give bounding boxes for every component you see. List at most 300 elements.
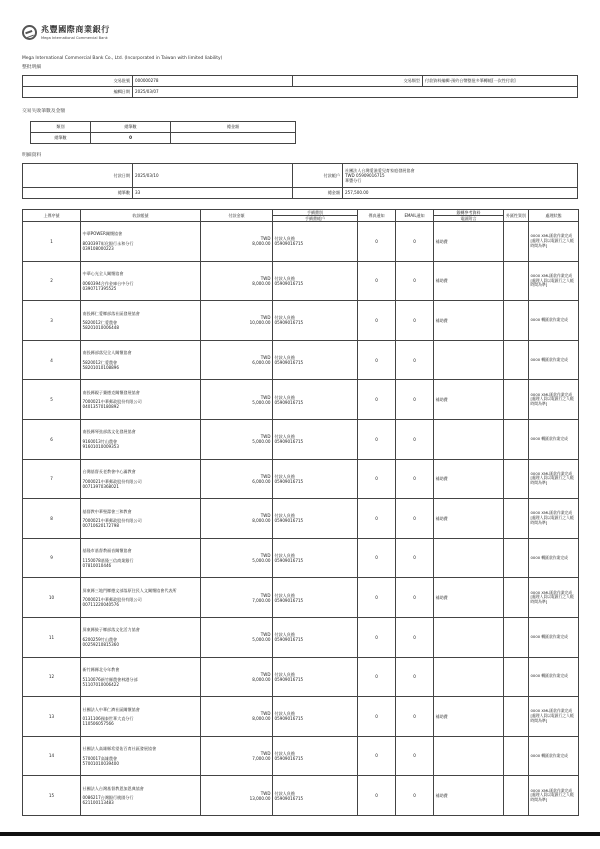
row-amount-value: 6,000.00 bbox=[252, 360, 271, 366]
col-email: EMAIL通知 bbox=[396, 210, 434, 222]
payee-bank: 0060394合作金庫台中分行 bbox=[82, 280, 134, 286]
row-currency: TWD bbox=[260, 552, 271, 558]
row-email-notify: 0 bbox=[396, 538, 434, 578]
row-fx-code bbox=[504, 340, 529, 380]
row-seq: 15 bbox=[23, 776, 81, 816]
total-amount-label: 總金額 bbox=[293, 188, 343, 199]
row-seq: 7 bbox=[23, 459, 81, 499]
row-status: 0000 轉匯款作業完成 bbox=[529, 340, 579, 380]
row-memo bbox=[434, 340, 504, 380]
payee-bank: 7000021中華郵政股份有限公司 bbox=[82, 399, 142, 405]
row-amount bbox=[201, 419, 273, 459]
row-fx-code bbox=[504, 301, 529, 341]
row-payee bbox=[81, 617, 201, 657]
summary-col-item: 類別 bbox=[31, 122, 91, 133]
row-seq: 9 bbox=[23, 538, 81, 578]
row-fee bbox=[273, 340, 358, 380]
table-row bbox=[23, 578, 579, 618]
row-email-notify: 0 bbox=[396, 222, 434, 262]
col-seq: 上傳序號 bbox=[23, 210, 81, 222]
row-seq: 5 bbox=[23, 380, 81, 420]
row-memo: 補助費 bbox=[434, 578, 504, 618]
row-fee bbox=[273, 578, 358, 618]
total-amount-value: 257,500.00 bbox=[343, 188, 578, 199]
row-payee bbox=[81, 222, 201, 262]
col-notify: 傳真通知 bbox=[358, 210, 396, 222]
row-fee-type: 付款人負擔 bbox=[274, 790, 295, 796]
payee-bank: 7000021中華郵政股份有限公司 bbox=[82, 597, 142, 603]
row-currency: TWD bbox=[260, 790, 271, 796]
bank-full-name: Mega International Commercial Bank Co., Ltd. (Incorporated in Taiwan with limited liability) bbox=[22, 56, 223, 61]
row-status: 0000 XML匯款作業完成[處理人員以電匯行之人帳時間為準] bbox=[529, 776, 579, 816]
payee-account: 51107010006422 bbox=[82, 681, 119, 687]
row-amount bbox=[201, 380, 273, 420]
table-row bbox=[23, 617, 579, 657]
row-fee-type: 付款人負擔 bbox=[274, 552, 295, 558]
row-currency: TWD bbox=[260, 236, 271, 242]
row-fee-type: 付款人負擔 bbox=[274, 711, 295, 717]
failed-summary-table bbox=[30, 121, 296, 144]
row-payee bbox=[81, 657, 201, 697]
row-fee-type: 付款人負擔 bbox=[274, 671, 295, 677]
payee-name: 基督教中華聖潔會三和教會 bbox=[82, 508, 132, 514]
row-payee bbox=[81, 697, 201, 737]
row-status: 0000 XML匯款作業完成[處理人員以電匯行之人帳時間為準] bbox=[529, 499, 579, 539]
row-currency: TWD bbox=[260, 275, 271, 281]
table-row bbox=[23, 538, 579, 578]
payee-name: 南投縣仁愛鄉部落社區發展協會 bbox=[82, 310, 140, 316]
payment-info-table bbox=[22, 163, 578, 199]
payee-name: 社團法人台灣基督教恩加恩典協會 bbox=[82, 785, 144, 791]
row-fee-account: 05909016715 bbox=[274, 795, 304, 801]
row-amount bbox=[201, 340, 273, 380]
row-fee-type: 付款人負擔 bbox=[274, 354, 295, 360]
row-fee bbox=[273, 697, 358, 737]
pay-account-line: TWD 05909016715 bbox=[345, 172, 385, 178]
row-fee bbox=[273, 538, 358, 578]
payee-account: 0390717395525 bbox=[82, 285, 117, 291]
payee-name: 台灣基督長老教會中心滿教會 bbox=[82, 468, 136, 474]
col-fee-group: 手續費別 bbox=[273, 210, 358, 216]
row-fee bbox=[273, 419, 358, 459]
row-email-notify: 0 bbox=[396, 301, 434, 341]
row-status: 0000 轉匯款作業完成 bbox=[529, 617, 579, 657]
edit-date-value: 2025/03/07 bbox=[133, 87, 578, 98]
row-fax-notify: 0 bbox=[358, 578, 396, 618]
row-amount bbox=[201, 617, 273, 657]
row-fx-code bbox=[504, 578, 529, 618]
col-amount: 付款金額 bbox=[201, 210, 273, 222]
section-title-batch: 整批明細 bbox=[22, 65, 42, 70]
row-email-notify: 0 bbox=[396, 617, 434, 657]
row-fx-code bbox=[504, 459, 529, 499]
row-fee bbox=[273, 261, 358, 301]
payee-account: 039108000223 bbox=[82, 246, 114, 252]
row-status: 0000 轉匯款作業完成 bbox=[529, 538, 579, 578]
payee-account: 58201010006448 bbox=[82, 325, 119, 331]
payee-name: 中華POWER關懷協會 bbox=[82, 231, 123, 237]
row-email-notify: 0 bbox=[396, 657, 434, 697]
summary-col-amount: 總金額 bbox=[171, 122, 296, 133]
table-row bbox=[23, 380, 579, 420]
summary-row-value: 0 bbox=[91, 133, 171, 144]
payee-bank: 7000021中華郵政股份有限公司 bbox=[82, 478, 142, 484]
row-currency: TWD bbox=[260, 473, 271, 479]
bank-name-en: Mega International Commercial Bank bbox=[41, 36, 108, 40]
row-fx-code bbox=[504, 380, 529, 420]
row-fax-notify: 0 bbox=[358, 499, 396, 539]
payee-name: 新竹縣縣北分年教會 bbox=[82, 666, 120, 672]
payee-name: 社團法人高雄縣希望佑百育社區發展協會 bbox=[82, 746, 157, 752]
row-fee-account: 05909016715 bbox=[274, 716, 304, 722]
bank-logo bbox=[22, 25, 110, 40]
row-status: 0000 XML匯款作業完成[處理人員以電匯行之人帳時間為準] bbox=[529, 459, 579, 499]
row-memo bbox=[434, 617, 504, 657]
row-status: 0000 XML匯款作業完成[處理人員以電匯行之人帳時間為準] bbox=[529, 578, 579, 618]
row-fx-code bbox=[504, 222, 529, 262]
payee-account: 58201010108896 bbox=[82, 364, 119, 370]
payee-bank: 5820012仁愛農會 bbox=[82, 359, 118, 365]
row-amount bbox=[201, 578, 273, 618]
row-payee bbox=[81, 776, 201, 816]
row-payee bbox=[81, 301, 201, 341]
row-fax-notify: 0 bbox=[358, 261, 396, 301]
pay-account-value bbox=[343, 164, 578, 188]
row-fax-notify: 0 bbox=[358, 301, 396, 341]
payee-account: 00710620172798 bbox=[82, 523, 119, 529]
row-fx-code bbox=[504, 617, 529, 657]
row-fee-account: 05909016715 bbox=[274, 637, 304, 643]
row-fee bbox=[273, 617, 358, 657]
table-row bbox=[23, 301, 579, 341]
row-seq: 12 bbox=[23, 657, 81, 697]
payee-bank: 5110076新竹縣農會林港分部 bbox=[82, 676, 138, 682]
payee-name: 南投縣親子賽德克關懷發展協會 bbox=[82, 389, 140, 395]
pay-account-line: 社團法人台灣愛滋愛兒育家庭發展協會 bbox=[345, 167, 415, 173]
row-status: 0000 XML匯款作業完成[處理人員以電匯行之人帳時間為準] bbox=[529, 261, 579, 301]
row-amount bbox=[201, 459, 273, 499]
row-fee-account: 05909016715 bbox=[274, 320, 304, 326]
summary-row-amount bbox=[171, 133, 296, 144]
row-fee bbox=[273, 222, 358, 262]
row-fee-type: 付款人負擔 bbox=[274, 513, 295, 519]
row-payee bbox=[81, 736, 201, 776]
row-currency: TWD bbox=[260, 750, 271, 756]
payee-name: 社團法人中華仁濟社區關懷協會 bbox=[82, 706, 140, 712]
pay-account-label: 付款帳戶 bbox=[293, 164, 343, 188]
row-currency: TWD bbox=[260, 434, 271, 440]
payee-bank: 0086217台灣銀行桃園分行 bbox=[82, 795, 134, 801]
batch-header-table bbox=[22, 75, 578, 98]
row-status: 0000 轉匯款作業完成 bbox=[529, 657, 579, 697]
row-fax-notify: 0 bbox=[358, 776, 396, 816]
row-email-notify: 0 bbox=[396, 380, 434, 420]
table-row bbox=[23, 261, 579, 301]
row-fee-type: 付款人負擔 bbox=[274, 315, 295, 321]
row-seq: 8 bbox=[23, 499, 81, 539]
row-fee-account: 05909016715 bbox=[274, 597, 304, 603]
row-amount-value: 8,000.00 bbox=[252, 518, 271, 524]
row-fax-notify: 0 bbox=[358, 222, 396, 262]
row-fee-type: 付款人負擔 bbox=[274, 632, 295, 638]
row-seq: 13 bbox=[23, 697, 81, 737]
section-title-failed: 交易失敗筆數及金額 bbox=[22, 109, 66, 114]
row-fx-code bbox=[504, 776, 529, 816]
payee-account: 621100113483 bbox=[82, 800, 114, 806]
row-fax-notify: 0 bbox=[358, 419, 396, 459]
row-fax-notify: 0 bbox=[358, 538, 396, 578]
row-fee-account: 05909016715 bbox=[274, 478, 304, 484]
total-count-value: 33 bbox=[133, 188, 293, 199]
row-amount-value: 5,000.00 bbox=[252, 399, 271, 405]
col-fee-account: 手續費帳戶 bbox=[273, 216, 358, 222]
payee-bank: 8030397彰化銀行永和分行 bbox=[82, 240, 134, 246]
row-amount-value: 10,000.00 bbox=[249, 320, 271, 326]
row-seq: 3 bbox=[23, 301, 81, 341]
row-amount-value: 8,000.00 bbox=[252, 716, 271, 722]
row-memo: 補助費 bbox=[434, 222, 504, 262]
col-memo-sub: 電匯附言 bbox=[434, 216, 504, 222]
row-email-notify: 0 bbox=[396, 776, 434, 816]
payee-account: 04013570180892 bbox=[82, 404, 119, 410]
row-amount-value: 5,000.00 bbox=[252, 558, 271, 564]
payee-account: 00711220040576 bbox=[82, 602, 119, 608]
row-fax-notify: 0 bbox=[358, 697, 396, 737]
row-fx-code bbox=[504, 538, 529, 578]
row-payee bbox=[81, 419, 201, 459]
pay-account-line: 華豐分行 bbox=[345, 178, 362, 184]
row-amount bbox=[201, 261, 273, 301]
row-currency: TWD bbox=[260, 394, 271, 400]
row-fee bbox=[273, 776, 358, 816]
row-status: 0000 轉匯款作業完成 bbox=[529, 419, 579, 459]
row-fee bbox=[273, 380, 358, 420]
row-fee-type: 付款人負擔 bbox=[274, 592, 295, 598]
row-memo: 補助費 bbox=[434, 301, 504, 341]
payee-bank: 5700017高雄農會 bbox=[82, 755, 118, 761]
txn-type-value: 付款資料編輯-預約台幣整批多筆轉帳[一次性付款] bbox=[423, 76, 578, 87]
payee-account: 00259210815360 bbox=[82, 642, 119, 648]
payee-bank: 9160013竹山農會 bbox=[82, 438, 118, 444]
row-fee bbox=[273, 499, 358, 539]
payee-bank: 1150078基隆三信商業銀行 bbox=[82, 557, 134, 563]
row-seq: 14 bbox=[23, 736, 81, 776]
row-fax-notify: 0 bbox=[358, 380, 396, 420]
row-fee-type: 付款人負擔 bbox=[274, 473, 295, 479]
row-memo bbox=[434, 419, 504, 459]
row-fax-notify: 0 bbox=[358, 736, 396, 776]
row-fee-account: 05909016715 bbox=[274, 360, 304, 366]
payee-name: 南投縣琴弦部落文化發展協會 bbox=[82, 429, 136, 435]
table-row bbox=[23, 736, 579, 776]
row-fx-code bbox=[504, 499, 529, 539]
row-fax-notify: 0 bbox=[358, 459, 396, 499]
row-fx-code bbox=[504, 657, 529, 697]
row-seq: 1 bbox=[23, 222, 81, 262]
row-amount-value: 13,000.00 bbox=[249, 795, 271, 801]
col-payee: 收款帳號 bbox=[81, 210, 201, 222]
row-fee-type: 付款人負擔 bbox=[274, 394, 295, 400]
summary-row-label: 總筆數 bbox=[31, 133, 91, 144]
payee-account: 91601010009353 bbox=[82, 444, 119, 450]
row-amount-value: 7,000.00 bbox=[252, 756, 271, 762]
summary-col-count: 總筆數 bbox=[91, 122, 171, 133]
row-fee-account: 05909016715 bbox=[274, 280, 304, 286]
row-amount bbox=[201, 776, 273, 816]
payee-name: 基隆市基督教福音關懷協會 bbox=[82, 548, 132, 554]
row-email-notify: 0 bbox=[396, 499, 434, 539]
row-amount bbox=[201, 499, 273, 539]
payee-account: 07810010446 bbox=[82, 562, 112, 568]
row-fee-type: 付款人負擔 bbox=[274, 750, 295, 756]
table-row bbox=[23, 657, 579, 697]
row-email-notify: 0 bbox=[396, 261, 434, 301]
total-count-label: 總筆數 bbox=[23, 188, 133, 199]
row-fee-type: 付款人負擔 bbox=[274, 434, 295, 440]
row-payee bbox=[81, 340, 201, 380]
payee-account: 110506057566 bbox=[82, 721, 114, 727]
row-amount-value: 5,000.00 bbox=[252, 637, 271, 643]
row-status: 0000 XML匯款作業完成[處理人員以電匯行之人帳時間為準] bbox=[529, 697, 579, 737]
row-amount-value: 8,000.00 bbox=[252, 280, 271, 286]
row-memo: 補助費 bbox=[434, 261, 504, 301]
row-amount bbox=[201, 697, 273, 737]
row-currency: TWD bbox=[260, 354, 271, 360]
row-status: 0000 XML匯款作業完成[處理人員以電匯行之人帳時間為準] bbox=[529, 380, 579, 420]
payee-name: 中華心光全人關懷協會 bbox=[82, 270, 124, 276]
row-fee-account: 05909016715 bbox=[274, 518, 304, 524]
row-seq: 2 bbox=[23, 261, 81, 301]
table-row bbox=[23, 419, 579, 459]
row-amount-value: 6,000.00 bbox=[252, 478, 271, 484]
txn-type-label: 交易類型 bbox=[293, 76, 423, 87]
row-amount bbox=[201, 301, 273, 341]
row-amount bbox=[201, 657, 273, 697]
row-fee-account: 05909016715 bbox=[274, 241, 304, 247]
pay-date-label: 付款日期 bbox=[23, 164, 133, 188]
row-email-notify: 0 bbox=[396, 578, 434, 618]
row-amount-value: 7,000.00 bbox=[252, 597, 271, 603]
payee-bank: 6200259竹山農會 bbox=[82, 636, 118, 642]
row-fax-notify: 0 bbox=[358, 617, 396, 657]
batch-no-label: 交易批號 bbox=[23, 76, 133, 87]
row-payee bbox=[81, 459, 201, 499]
table-row bbox=[23, 459, 579, 499]
row-fx-code bbox=[504, 697, 529, 737]
row-fee-account: 05909016715 bbox=[274, 558, 304, 564]
row-fee bbox=[273, 301, 358, 341]
row-payee bbox=[81, 538, 201, 578]
row-fee-account: 05909016715 bbox=[274, 399, 304, 405]
table-row bbox=[23, 697, 579, 737]
row-fx-code bbox=[504, 736, 529, 776]
payee-bank: 7000021中華郵政股份有限公司 bbox=[82, 518, 142, 524]
row-email-notify: 0 bbox=[396, 736, 434, 776]
col-fx-code: 外匯性質別 bbox=[504, 210, 529, 222]
row-email-notify: 0 bbox=[396, 697, 434, 737]
row-status: 0000 轉匯款作業完成 bbox=[529, 301, 579, 341]
row-fax-notify: 0 bbox=[358, 657, 396, 697]
row-currency: TWD bbox=[260, 632, 271, 638]
row-currency: TWD bbox=[260, 711, 271, 717]
row-payee bbox=[81, 499, 201, 539]
page-bottom-bar bbox=[0, 832, 600, 836]
row-email-notify: 0 bbox=[396, 340, 434, 380]
row-seq: 4 bbox=[23, 340, 81, 380]
row-seq: 11 bbox=[23, 617, 81, 657]
row-fee-account: 05909016715 bbox=[274, 756, 304, 762]
row-currency: TWD bbox=[260, 513, 271, 519]
table-row bbox=[23, 340, 579, 380]
edit-date-label: 編輯日期 bbox=[23, 87, 133, 98]
row-email-notify: 0 bbox=[396, 419, 434, 459]
row-amount bbox=[201, 538, 273, 578]
payee-name: 屏東縣鼓子鄉部落文化活力協會 bbox=[82, 627, 140, 633]
payee-bank: 5820012仁愛農會 bbox=[82, 320, 118, 326]
row-amount-value: 8,000.00 bbox=[252, 241, 271, 247]
row-amount bbox=[201, 222, 273, 262]
col-status: 處理狀態 bbox=[529, 210, 579, 222]
bank-name-cn: 兆豐國際商業銀行 bbox=[41, 25, 110, 34]
row-status: 0000 XML匯款作業完成[處理人員以電匯行之人帳時間為準] bbox=[529, 222, 579, 262]
row-memo bbox=[434, 736, 504, 776]
row-fee-account: 05909016715 bbox=[274, 676, 304, 682]
row-status: 0000 轉匯款作業完成 bbox=[529, 736, 579, 776]
row-currency: TWD bbox=[260, 671, 271, 677]
row-email-notify: 0 bbox=[396, 459, 434, 499]
row-fee-account: 05909016715 bbox=[274, 439, 304, 445]
payee-account: 00713970368021 bbox=[82, 483, 119, 489]
row-memo: 補助費 bbox=[434, 776, 504, 816]
payee-name: 屏東縣三地門鄉德文部落原住民人文關懷協會代表所 bbox=[82, 587, 177, 593]
col-memo-group: 銀轉參考資料 bbox=[434, 210, 504, 216]
payee-account: 57001010039400 bbox=[82, 760, 119, 766]
section-title-detail: 明細資料 bbox=[22, 153, 42, 158]
row-fax-notify: 0 bbox=[358, 340, 396, 380]
row-memo bbox=[434, 657, 504, 697]
row-fee bbox=[273, 736, 358, 776]
row-memo: 補助費 bbox=[434, 499, 504, 539]
bank-logo-mark bbox=[22, 25, 37, 40]
row-amount-value: 8,000.00 bbox=[252, 676, 271, 682]
row-payee bbox=[81, 380, 201, 420]
row-fx-code bbox=[504, 261, 529, 301]
row-fee-type: 付款人負擔 bbox=[274, 236, 295, 242]
payee-name: 南投縣部落兒全人關懷協會 bbox=[82, 350, 132, 356]
row-currency: TWD bbox=[260, 315, 271, 321]
batch-no-value: 000000278 bbox=[133, 76, 293, 87]
table-row bbox=[23, 222, 579, 262]
row-memo: 補助費 bbox=[434, 697, 504, 737]
pay-date-value: 2025/03/10 bbox=[133, 164, 293, 188]
row-currency: TWD bbox=[260, 592, 271, 598]
table-row bbox=[23, 499, 579, 539]
row-fee-type: 付款人負擔 bbox=[274, 275, 295, 281]
row-seq: 10 bbox=[23, 578, 81, 618]
payee-bank: 0131106國泰世華大直分行 bbox=[82, 716, 134, 722]
row-amount-value: 5,000.00 bbox=[252, 439, 271, 445]
table-row bbox=[23, 776, 579, 816]
row-amount bbox=[201, 736, 273, 776]
row-memo: 補助費 bbox=[434, 380, 504, 420]
row-memo bbox=[434, 538, 504, 578]
row-fee bbox=[273, 459, 358, 499]
row-fx-code bbox=[504, 419, 529, 459]
row-payee bbox=[81, 578, 201, 618]
row-seq: 6 bbox=[23, 419, 81, 459]
detail-table bbox=[22, 209, 579, 816]
row-fee bbox=[273, 657, 358, 697]
